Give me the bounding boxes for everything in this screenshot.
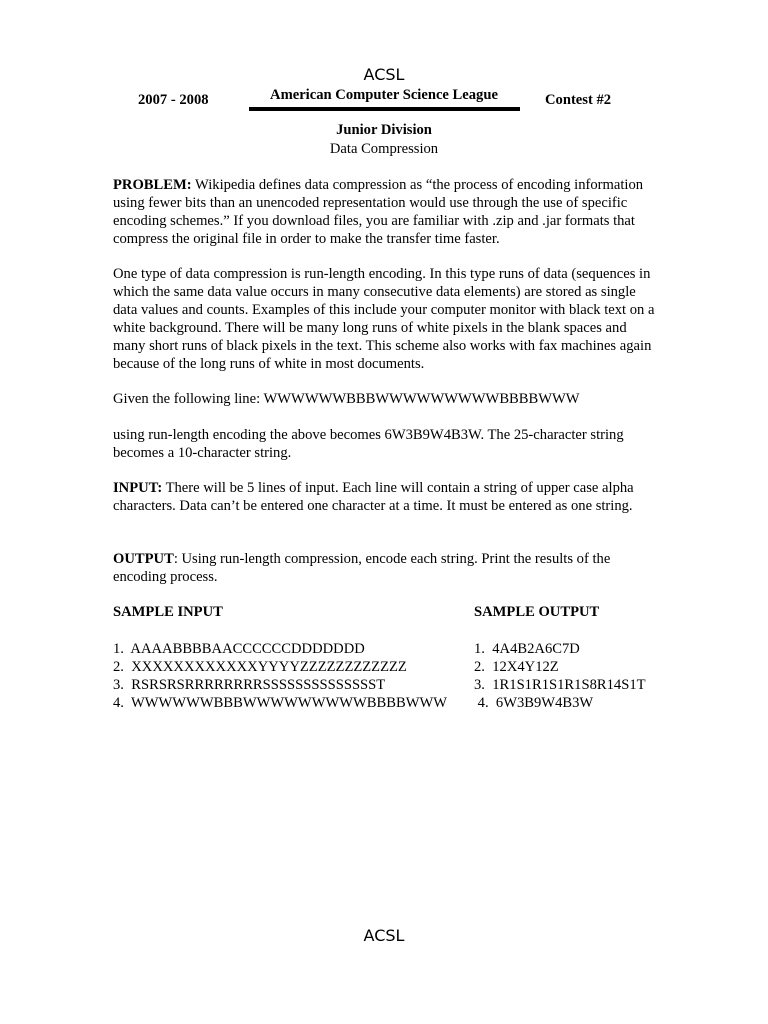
given-line: Given the following line: WWWWWWBBBWWWWWWWWWBBBBWWW bbox=[113, 391, 580, 407]
sample-output-list bbox=[474, 640, 646, 712]
problem-paragraph bbox=[113, 176, 658, 248]
input-text: There will be 5 lines of input. Each line will contain a string of upper case alpha characters. Data can’t be entered one character at a time. It must be entered as one string. bbox=[113, 480, 634, 514]
division-title: Junior Division bbox=[336, 122, 432, 138]
sample-input-line: 4. WWWWWWBBBWWWWWWWWWBBBBWWW bbox=[113, 695, 448, 711]
output-paragraph bbox=[113, 550, 658, 586]
sample-output-line: 3. 1R1S1R1S1R1S8R14S1T bbox=[474, 677, 646, 693]
sample-input-line: 2. XXXXXXXXXXXXYYYYZZZZZZZZZZZZ bbox=[113, 659, 407, 675]
sample-input-line: 1. AAAABBBBAACCCCCCDDDDDDD bbox=[113, 641, 365, 657]
header-acsl: ACSL bbox=[363, 65, 405, 84]
header-league-name: American Computer Science League bbox=[270, 87, 498, 103]
input-label: INPUT: bbox=[113, 480, 163, 496]
sample-input-line: 3. RSRSRSRRRRRRRRSSSSSSSSSSSSSST bbox=[113, 677, 386, 693]
problem-text: Wikipedia defines data compression as “the process of encoding information using fewer bits than an unencoded representation would use through the use of specific encoding schemes.” If you download files, you are familiar with .zip and .jar formats that compress the original file in order to make the transfer time faster. bbox=[113, 177, 644, 247]
problem-label: PROBLEM: bbox=[113, 177, 192, 193]
footer-acsl: ACSL bbox=[363, 926, 405, 945]
sample-output-line: 4. 6W3B9W4B3W bbox=[474, 695, 594, 711]
using-paragraph: using run-length encoding the above becomes 6W3B9W4B3W. The 25-character string becomes a 10-character string. bbox=[113, 427, 624, 461]
sample-input-heading: SAMPLE INPUT bbox=[113, 604, 223, 620]
rle-paragraph: One type of data compression is run-length encoding. In this type runs of data (sequences in which the same data value occurs in many consecutive data elements) are stored as single data values and counts. Examples of this include your computer monitor with black text on a white background. There will be many long runs of white pixels in the blank spaces and many short runs of black pixels in the text. This scheme also works with fax machines again because of the long runs of white in most documents. bbox=[113, 266, 655, 372]
sample-output-line: 1. 4A4B2A6C7D bbox=[474, 641, 580, 657]
header-contest: Contest #2 bbox=[545, 92, 612, 108]
header-rule bbox=[249, 107, 520, 111]
sample-output-line: 2. 12X4Y12Z bbox=[474, 659, 559, 675]
output-text: : Using run-length compression, encode each string. Print the results of the encoding process. bbox=[113, 551, 611, 585]
problem-subtitle: Data Compression bbox=[329, 141, 439, 157]
header-year: 2007 - 2008 bbox=[138, 92, 209, 108]
output-label: OUTPUT bbox=[113, 551, 174, 567]
input-paragraph bbox=[113, 479, 658, 515]
sample-output-heading: SAMPLE OUTPUT bbox=[474, 604, 600, 620]
sample-input-list bbox=[113, 640, 447, 712]
